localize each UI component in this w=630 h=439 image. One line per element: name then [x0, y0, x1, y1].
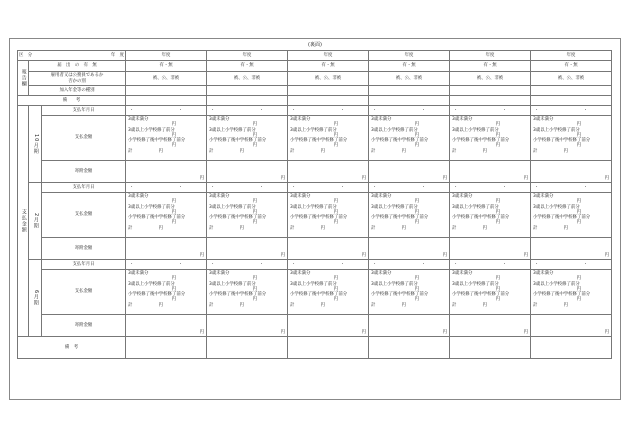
yen-label: 円 [361, 176, 367, 182]
header-kubun [18, 51, 126, 61]
todokede-value: 有・無 [126, 61, 207, 72]
yen-label: 円 [252, 286, 258, 292]
amount-line-3to-primary: 3歳以上小学校修了前分 [533, 281, 580, 287]
todokede-value: 有・無 [288, 61, 369, 72]
period-label: 6月期 [29, 260, 42, 337]
yen-label: 円 [401, 225, 406, 231]
yen-label: 円 [563, 302, 568, 308]
yen-label: 円 [171, 209, 177, 215]
yen-label: 円 [563, 148, 568, 154]
amount-line-primary-to-middle: 小学校修了後中学校修了前分 [371, 292, 429, 298]
pay-amount-cell [531, 116, 612, 161]
remarks-bottom-value [207, 337, 288, 359]
table-row [18, 161, 612, 183]
yen-label: 円 [361, 253, 367, 259]
pension-value [288, 86, 369, 96]
row-label-pay-amount: 支払金額 [42, 270, 126, 315]
todokede-value: 有・無 [207, 61, 288, 72]
kubun-label: 区 分 [19, 52, 33, 58]
tax-amount-cell [369, 238, 450, 260]
year-header-cell: 年度 [450, 51, 531, 61]
yen-label: 円 [239, 302, 244, 308]
yen-label: 円 [414, 132, 420, 138]
pay-date-value: ・ ・ [288, 260, 369, 270]
total-label: 計 [533, 302, 538, 308]
yen-label: 円 [252, 297, 258, 303]
total-label: 計 [290, 302, 295, 308]
amount-line-under3: 3歳未満分 [128, 117, 149, 122]
total-label: 計 [128, 148, 133, 154]
yen-label: 円 [495, 199, 501, 205]
tax-amount-cell [288, 315, 369, 337]
amount-line-primary-to-middle: 小学校修了後中学校修了前分 [371, 215, 429, 221]
employer-value: 被、公、非被 [126, 72, 207, 86]
benefit-table [17, 50, 612, 359]
remarks-value [450, 96, 531, 106]
amount-line-primary-to-middle: 小学校修了後中学校修了前分 [452, 138, 510, 144]
year-header-cell: 年度 [288, 51, 369, 61]
amount-line-primary-to-middle: 小学校修了後中学校修了前分 [209, 138, 267, 144]
amount-line-under3: 3歳未満分 [290, 271, 311, 276]
pay-amount-cell [531, 270, 612, 315]
amount-line-3to-primary: 3歳以上小学校修了前分 [452, 204, 499, 210]
pay-amount-cell [207, 116, 288, 161]
yen-label: 円 [252, 143, 258, 149]
yen-label: 円 [320, 302, 325, 308]
amount-line-under3: 3歳未満分 [533, 117, 554, 122]
pay-date-value: ・ ・ [126, 260, 207, 270]
amount-line-under3: 3歳未満分 [533, 271, 554, 276]
yen-label: 円 [414, 209, 420, 215]
yen-label: 円 [171, 122, 177, 128]
year-header-cell: 年度 [531, 51, 612, 61]
amount-line-under3: 3歳未満分 [371, 194, 392, 199]
yen-label: 円 [252, 132, 258, 138]
amount-line-3to-primary: 3歳以上小学校修了前分 [290, 281, 337, 287]
yen-label: 円 [280, 253, 286, 259]
total-label: 計 [209, 148, 214, 154]
yen-label: 円 [320, 225, 325, 231]
table-row [18, 61, 612, 72]
table-row [18, 116, 612, 161]
yen-label: 円 [414, 276, 420, 282]
yen-label: 円 [280, 176, 286, 182]
yen-label: 円 [333, 286, 339, 292]
amount-line-under3: 3歳未満分 [128, 271, 149, 276]
remarks-bottom-value [369, 337, 450, 359]
todokede-value: 有・無 [450, 61, 531, 72]
yen-label: 円 [495, 143, 501, 149]
yen-label: 円 [158, 225, 163, 231]
table-row [18, 238, 612, 260]
pay-date-value: ・ ・ [369, 106, 450, 116]
form-frame [9, 38, 621, 400]
row-label-pay-amount: 支払金額 [42, 116, 126, 161]
yen-label: 円 [495, 122, 501, 128]
table-row [18, 96, 612, 106]
table-row [18, 72, 612, 86]
pay-date-value: ・ ・ [450, 106, 531, 116]
yen-label: 円 [333, 220, 339, 226]
amount-line-primary-to-middle: 小学校修了後中学校修了前分 [128, 215, 186, 221]
yen-label: 円 [252, 122, 258, 128]
table-row [18, 183, 612, 193]
remarks-bottom-value [531, 337, 612, 359]
table-row [18, 270, 612, 315]
yen-label: 円 [158, 302, 163, 308]
total-label: 計 [533, 225, 538, 231]
table-row [18, 315, 612, 337]
amount-line-3to-primary: 3歳以上小学校修了前分 [452, 281, 499, 287]
yen-label: 円 [333, 276, 339, 282]
pay-amount-cell [126, 193, 207, 238]
employer-value: 被、公、非被 [369, 72, 450, 86]
yen-label: 円 [576, 122, 582, 128]
amount-line-under3: 3歳未満分 [128, 194, 149, 199]
amount-line-3to-primary: 3歳以上小学校修了前分 [128, 127, 175, 133]
pay-amount-cell [288, 193, 369, 238]
tax-amount-cell [126, 238, 207, 260]
tax-amount-cell [531, 238, 612, 260]
employer-line1: 雇用者又は公務員であるか [50, 72, 104, 78]
yen-label: 円 [563, 225, 568, 231]
amount-line-primary-to-middle: 小学校修了後中学校修了前分 [209, 292, 267, 298]
amount-line-under3: 3歳未満分 [290, 117, 311, 122]
yen-label: 円 [604, 176, 610, 182]
yen-label: 円 [333, 297, 339, 303]
tax-amount-cell [207, 161, 288, 183]
remarks-bottom-value [126, 337, 207, 359]
period-label: 2月期 [29, 183, 42, 260]
yen-label: 円 [252, 199, 258, 205]
tax-amount-cell [450, 315, 531, 337]
yen-label: 円 [414, 286, 420, 292]
tax-amount-cell [369, 161, 450, 183]
amount-line-3to-primary: 3歳以上小学校修了前分 [533, 127, 580, 133]
amount-line-under3: 3歳未満分 [209, 271, 230, 276]
yen-label: 円 [495, 209, 501, 215]
pay-amount-cell [288, 270, 369, 315]
yen-label: 円 [333, 209, 339, 215]
pay-date-value: ・ ・ [288, 106, 369, 116]
yen-label: 円 [442, 330, 448, 336]
yen-label: 円 [442, 176, 448, 182]
row-label-pension: 加入年金等の種別 [29, 86, 126, 96]
tax-amount-cell [207, 238, 288, 260]
yen-label: 円 [576, 143, 582, 149]
remarks-value [207, 96, 288, 106]
yen-label: 円 [482, 302, 487, 308]
pay-amount-cell [531, 193, 612, 238]
yen-label: 円 [199, 253, 205, 259]
employer-value: 被、公、非被 [288, 72, 369, 86]
amount-line-3to-primary: 3歳以上小学校修了前分 [209, 281, 256, 287]
total-label: 計 [371, 302, 376, 308]
total-label: 計 [371, 148, 376, 154]
yen-label: 円 [495, 286, 501, 292]
amount-line-under3: 3歳未満分 [371, 117, 392, 122]
pay-date-value: ・ ・ [450, 183, 531, 193]
remarks-value [531, 96, 612, 106]
amount-line-primary-to-middle: 小学校修了後中学校修了前分 [290, 292, 348, 298]
yen-label: 円 [280, 330, 286, 336]
group-report-label: 報告欄 [18, 61, 29, 96]
yen-label: 円 [576, 297, 582, 303]
row-label-employer [29, 72, 126, 86]
remarks-value [369, 96, 450, 106]
yen-label: 円 [523, 253, 529, 259]
amount-line-under3: 3歳未満分 [452, 117, 473, 122]
yen-label: 円 [171, 143, 177, 149]
tax-amount-cell [126, 315, 207, 337]
yen-label: 円 [171, 297, 177, 303]
amount-line-primary-to-middle: 小学校修了後中学校修了前分 [533, 138, 591, 144]
pay-amount-cell [369, 116, 450, 161]
yen-label: 円 [576, 199, 582, 205]
pay-date-value: ・ ・ [531, 106, 612, 116]
todokede-value: 有・無 [369, 61, 450, 72]
yen-label: 円 [333, 199, 339, 205]
total-label: 計 [290, 225, 295, 231]
yen-label: 円 [482, 225, 487, 231]
amount-line-3to-primary: 3歳以上小学校修了前分 [209, 204, 256, 210]
amount-line-primary-to-middle: 小学校修了後中学校修了前分 [290, 138, 348, 144]
amount-line-under3: 3歳未満分 [209, 194, 230, 199]
yen-label: 円 [495, 220, 501, 226]
pay-amount-cell [450, 193, 531, 238]
yen-label: 円 [252, 220, 258, 226]
tax-amount-cell [531, 161, 612, 183]
total-label: 計 [128, 225, 133, 231]
pay-amount-cell [207, 193, 288, 238]
table-row [18, 260, 612, 270]
amount-line-primary-to-middle: 小学校修了後中学校修了前分 [209, 215, 267, 221]
tax-amount-cell [450, 161, 531, 183]
row-label-pay-amount: 支払金額 [42, 193, 126, 238]
table-row [18, 106, 612, 116]
remarks-bottom-value [288, 337, 369, 359]
row-label-remarks-top: 備 考 [18, 96, 126, 106]
yen-label: 円 [414, 297, 420, 303]
amount-line-3to-primary: 3歳以上小学校修了前分 [371, 127, 418, 133]
yen-label: 円 [171, 220, 177, 226]
amount-line-primary-to-middle: 小学校修了後中学校修了前分 [128, 138, 186, 144]
yen-label: 円 [320, 148, 325, 154]
pay-date-value: ・ ・ [531, 183, 612, 193]
yen-label: 円 [252, 276, 258, 282]
amount-line-under3: 3歳未満分 [452, 194, 473, 199]
row-label-pay-date: 支払年月日 [42, 260, 126, 270]
page-title: (裏面) [308, 42, 322, 48]
yen-label: 円 [576, 132, 582, 138]
yen-label: 円 [482, 148, 487, 154]
amount-line-under3: 3歳未満分 [452, 271, 473, 276]
pay-date-value: ・ ・ [207, 260, 288, 270]
total-label: 計 [371, 225, 376, 231]
row-label-pay-date: 支払年月日 [42, 183, 126, 193]
pay-amount-cell [126, 116, 207, 161]
amount-line-3to-primary: 3歳以上小学校修了前分 [533, 204, 580, 210]
pay-date-value: ・ ・ [126, 183, 207, 193]
pension-value [207, 86, 288, 96]
pay-amount-cell [126, 270, 207, 315]
employer-value: 被、公、非被 [207, 72, 288, 86]
total-label: 計 [209, 302, 214, 308]
yen-label: 円 [171, 199, 177, 205]
yen-label: 円 [523, 176, 529, 182]
remarks-value [288, 96, 369, 106]
table-row [18, 86, 612, 96]
row-label-tax-amount: 寄附金額 [42, 238, 126, 260]
yen-label: 円 [414, 199, 420, 205]
tax-amount-cell [207, 315, 288, 337]
todokede-value: 有・無 [531, 61, 612, 72]
yen-label: 円 [495, 132, 501, 138]
pay-date-value: ・ ・ [207, 183, 288, 193]
pension-value [450, 86, 531, 96]
total-label: 計 [128, 302, 133, 308]
pay-amount-cell [207, 270, 288, 315]
yen-label: 円 [239, 225, 244, 231]
amount-line-primary-to-middle: 小学校修了後中学校修了前分 [290, 215, 348, 221]
amount-line-under3: 3歳未満分 [533, 194, 554, 199]
amount-line-primary-to-middle: 小学校修了後中学校修了前分 [533, 215, 591, 221]
year-header-cell: 年度 [369, 51, 450, 61]
tax-amount-cell [531, 315, 612, 337]
yen-label: 円 [604, 253, 610, 259]
amount-line-3to-primary: 3歳以上小学校修了前分 [452, 127, 499, 133]
table-row [18, 193, 612, 238]
pay-amount-cell [450, 270, 531, 315]
tax-amount-cell [369, 315, 450, 337]
year-header-cell: 年度 [207, 51, 288, 61]
remarks-bottom-value [450, 337, 531, 359]
pension-value [369, 86, 450, 96]
yen-label: 円 [171, 286, 177, 292]
pay-date-value: ・ ・ [288, 183, 369, 193]
amount-line-3to-primary: 3歳以上小学校修了前分 [290, 127, 337, 133]
row-label-tax-amount: 寄附金額 [42, 161, 126, 183]
yen-label: 円 [401, 302, 406, 308]
employer-line2: 否かの別 [68, 78, 86, 84]
amount-line-primary-to-middle: 小学校修了後中学校修了前分 [533, 292, 591, 298]
yen-label: 円 [576, 220, 582, 226]
pay-amount-cell [288, 116, 369, 161]
yen-label: 円 [523, 330, 529, 336]
tax-amount-cell [288, 238, 369, 260]
remarks-value [126, 96, 207, 106]
yen-label: 円 [239, 148, 244, 154]
amount-line-primary-to-middle: 小学校修了後中学校修了前分 [371, 138, 429, 144]
period-label: 10月期 [29, 106, 42, 183]
total-label: 計 [452, 225, 457, 231]
yen-label: 円 [414, 220, 420, 226]
nendo-label: 年 度 [110, 52, 125, 58]
yen-label: 円 [333, 143, 339, 149]
amount-line-primary-to-middle: 小学校修了後中学校修了前分 [128, 292, 186, 298]
yen-label: 円 [495, 276, 501, 282]
pay-date-value: ・ ・ [207, 106, 288, 116]
pension-value [531, 86, 612, 96]
table-row [18, 337, 612, 359]
tax-amount-cell [450, 238, 531, 260]
yen-label: 円 [199, 176, 205, 182]
yen-label: 円 [414, 122, 420, 128]
amount-line-primary-to-middle: 小学校修了後中学校修了前分 [452, 215, 510, 221]
yen-label: 円 [495, 297, 501, 303]
amount-line-3to-primary: 3歳以上小学校修了前分 [128, 281, 175, 287]
year-header-cell: 年度 [126, 51, 207, 61]
yen-label: 円 [414, 143, 420, 149]
amount-line-under3: 3歳未満分 [209, 117, 230, 122]
amount-line-3to-primary: 3歳以上小学校修了前分 [371, 204, 418, 210]
yen-label: 円 [171, 276, 177, 282]
total-label: 計 [209, 225, 214, 231]
yen-label: 円 [604, 330, 610, 336]
pay-amount-cell [369, 270, 450, 315]
tax-amount-cell [288, 161, 369, 183]
employer-value: 被、公、非被 [450, 72, 531, 86]
yen-label: 円 [333, 122, 339, 128]
pay-amount-cell [369, 193, 450, 238]
yen-label: 円 [576, 276, 582, 282]
pay-date-value: ・ ・ [531, 260, 612, 270]
row-label-pay-date: 支払年月日 [42, 106, 126, 116]
amount-line-primary-to-middle: 小学校修了後中学校修了前分 [452, 292, 510, 298]
yen-label: 円 [158, 148, 163, 154]
total-label: 計 [533, 148, 538, 154]
pension-value [126, 86, 207, 96]
yen-label: 円 [171, 132, 177, 138]
pay-date-value: ・ ・ [369, 260, 450, 270]
group-payment-label: 支払金額 [18, 106, 29, 337]
yen-label: 円 [401, 148, 406, 154]
total-label: 計 [290, 148, 295, 154]
yen-label: 円 [199, 330, 205, 336]
yen-label: 円 [576, 286, 582, 292]
amount-line-under3: 3歳未満分 [371, 271, 392, 276]
amount-line-under3: 3歳未満分 [290, 194, 311, 199]
amount-line-3to-primary: 3歳以上小学校修了前分 [209, 127, 256, 133]
pay-amount-cell [450, 116, 531, 161]
row-label-remarks-bottom: 備 考 [18, 337, 126, 359]
yen-label: 円 [442, 253, 448, 259]
row-label-tax-amount: 寄附金額 [42, 315, 126, 337]
total-label: 計 [452, 302, 457, 308]
pay-date-value: ・ ・ [450, 260, 531, 270]
employer-value: 被、公、非被 [531, 72, 612, 86]
pay-date-value: ・ ・ [369, 183, 450, 193]
amount-line-3to-primary: 3歳以上小学校修了前分 [290, 204, 337, 210]
yen-label: 円 [576, 209, 582, 215]
total-label: 計 [452, 148, 457, 154]
table-row [18, 51, 612, 61]
row-label-todokede: 届 出 の 有 無 [29, 61, 126, 72]
yen-label: 円 [333, 132, 339, 138]
pay-date-value: ・ ・ [126, 106, 207, 116]
yen-label: 円 [361, 330, 367, 336]
tax-amount-cell [126, 161, 207, 183]
yen-label: 円 [252, 209, 258, 215]
amount-line-3to-primary: 3歳以上小学校修了前分 [371, 281, 418, 287]
amount-line-3to-primary: 3歳以上小学校修了前分 [128, 204, 175, 210]
